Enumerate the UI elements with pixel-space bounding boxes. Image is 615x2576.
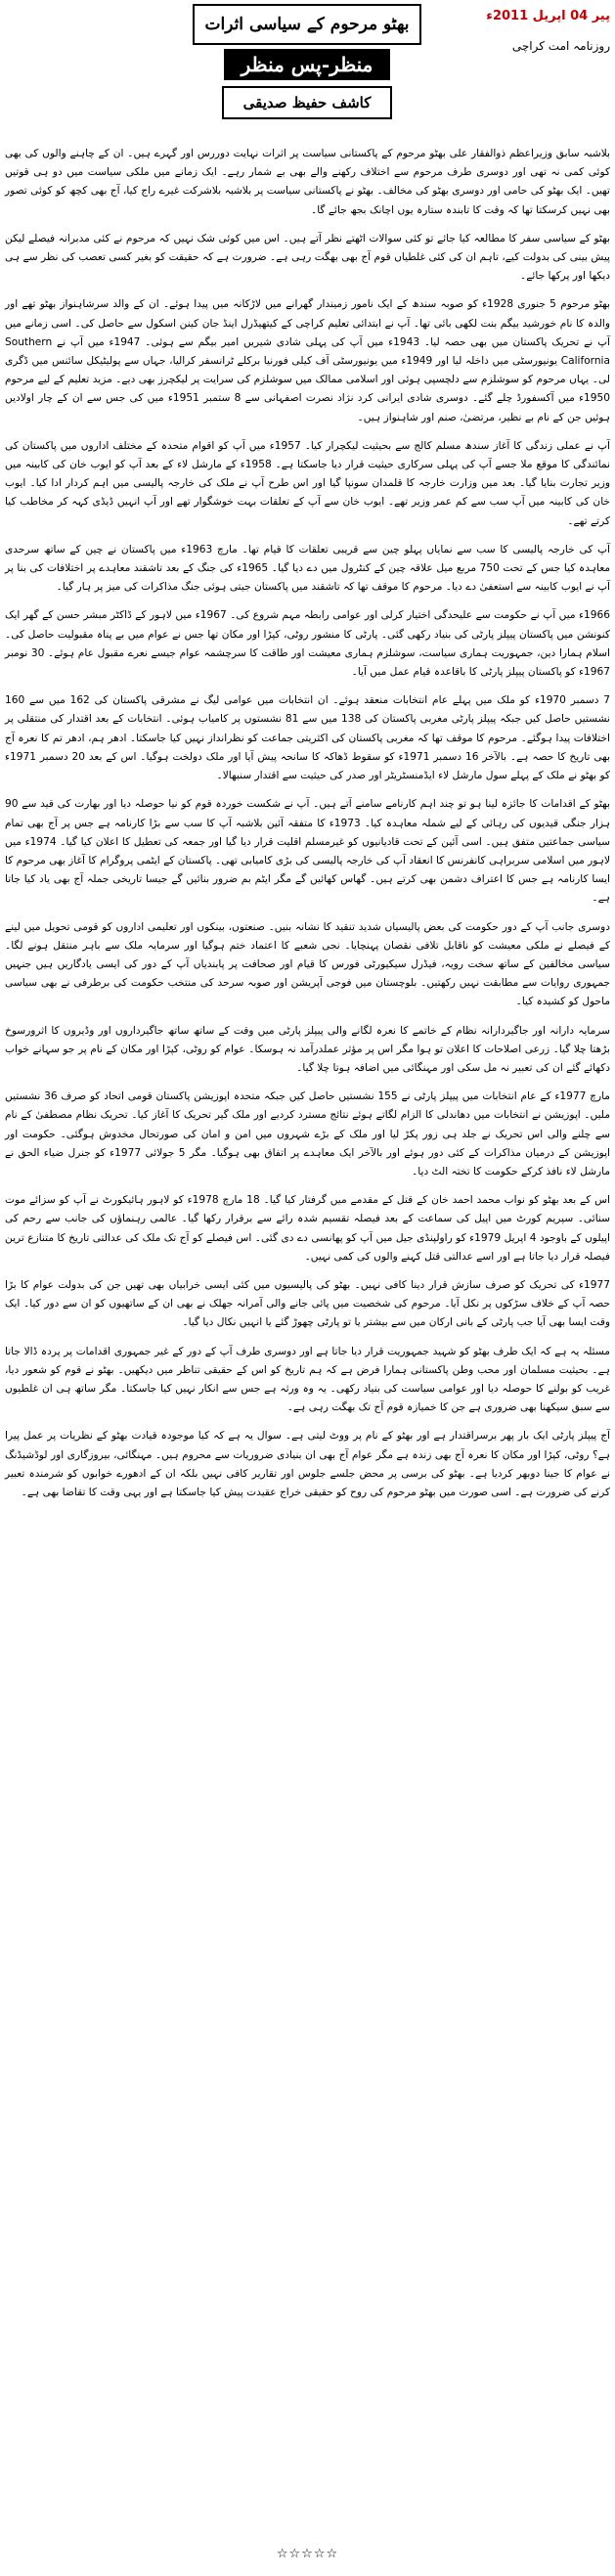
newspaper-name: روزنامہ امت کراچی	[511, 39, 610, 53]
article-paragraph: سرمایہ دارانہ اور جاگیردارانہ نظام کے خاتمے کا نعرہ لگانے والی پیپلز پارٹی میں وقت کے ساتھ ساتھ جاگیرداروں اور وڈیروں کا اثرورسوخ بڑھتا چلا گیا۔ زرعی اصلاحات کا اعلان تو ہوا مگر اس پر مؤثر عملدرآمد نہ ہوسکا۔ عوام کو روٹی، کپڑا اور مکان کے نام پر جو سہانے خواب دکھائے گئے ان کی تعبیر نہ مل سکی اور مہنگائی میں اضافہ ہوتا چلا گیا۔	[5, 1024, 610, 1074]
end-of-article-stars: ☆☆☆☆☆	[276, 2547, 339, 2561]
article-paragraph: 7 دسمبر 1970ء کو ملک میں پہلے عام انتخابات منعقد ہوئے۔ ان انتخابات میں عوامی لیگ نے مشرقی پاکستان کی 162 میں سے 160 نشستیں حاصل کیں جبکہ پیپلز پارٹی مغربی پاکستان کی 138 میں سے 81 نشستوں پر کامیاب ہوئی۔ انتخابات کے بعد اقتدار کی منتقلی پر اختلافات پیدا ہوگئے۔ مرحوم کا موقف تھا کہ مغربی پاکستان کی اکثریتی جماعت کو نظرانداز نہیں کیا جاسکتا۔ ادھر ہم، ادھر تم کا نعرہ آج بھی تاریخ کا حصہ ہے۔ بالآخر 16 دسمبر 1971ء کو سقوط ڈھاکہ کا سانحہ پیش آیا اور ملک دولخت ہوگیا۔ اس کے بعد 20 دسمبر 1971ء کو بھٹو نے ملک کے پہلے سول مارشل لاء ایڈمنسٹریٹر اور صدر کی حیثیت سے اقتدار سنبھالا۔	[5, 694, 611, 782]
article-paragraph: بھٹو مرحوم 5 جنوری 1928ء کو صوبہ سندھ کے ایک نامور زمیندار گھرانے میں لاڑکانہ میں پیدا ہوئے۔ ان کے والد سرشاہنواز بھٹو تھے اور والدہ کا نام خورشید بیگم بنت لکھی بائی تھا۔ آپ نے ابتدائی تعلیم کراچی کے کیتھیڈرل اینڈ جان کینن اسکول سے حاصل کی۔ اسی زمانے میں آپ نے تحریک پاکستان میں بھی حصہ لیا۔ 1943ء میں آپ کی پہلی شادی شیریں امیر بیگم سے ہوئی۔ 1947ء میں آپ نے Southern California یونیورسٹی میں داخلہ لیا اور 1949ء میں یونیورسٹی آف کیلی فورنیا برکلے ٹرانسفر کرالیا، جہاں سے پولیٹیکل سائنس میں ڈگری لی۔ یہاں مرحوم کو سوشلزم سے دلچسپی ہوئی اور اسلامی ممالک میں سوشلزم کی سرایت پر لیکچرز بھی دیے۔ مزید تعلیم کے لیے مرحوم 1950ء میں آکسفورڈ چلے گئے۔ دوسری شادی ایرانی کرد نژاد نصرت اصفہانی سے 8 ستمبر 1951ء میں کی جس سے ان کے چار اولادیں ہوئیں جن کے نام بے نظیر، مرتضیٰ، صنم اور شاہنواز ہیں۔	[5, 298, 610, 423]
header-row	[5, 4, 610, 141]
column-name-banner: منظر-پس منظر	[224, 49, 390, 80]
author-name: کاشف حفیظ صدیقی	[222, 86, 392, 119]
article-paragraph: بھٹو کے سیاسی سفر کا مطالعہ کیا جائے تو کئی سوالات اٹھتے نظر آتے ہیں۔ اس میں کوئی شک نہیں کہ مرحوم نے کئی مدبرانہ فیصلے لیکن پیش بینی کی بدولت کیے، تاہم ان کی کئی غلطیاں قوم آج بھی بھگت رہی ہے۔ ضرورت ہے کہ حقیقت کو بغیر کسی تعصب کی نظر سے ہی دیکھا اور پرکھا جائے۔	[5, 232, 610, 283]
article-paragraph: آج پیپلز پارٹی ایک بار پھر برسراقتدار ہے اور بھٹو کے نام پر ووٹ لیتی ہے۔ سوال یہ ہے کہ کیا موجودہ قیادت بھٹو کے نظریات پر عمل پیرا ہے؟ روٹی، کپڑا اور مکان کا نعرہ آج بھی زندہ ہے مگر عوام آج بھی ان بنیادی ضروریات سے محروم ہیں۔ مہنگائی، بیروزگاری اور لوڈشیڈنگ نے عوام کا جینا دوبھر کردیا ہے۔ بھٹو کی برسی پر محض جلسے جلوس اور تقاریر کافی نہیں بلکہ ان کے ادھورے خوابوں کو شرمندہ تعبیر کرنے کی ضرورت ہے۔ اسی صورت میں بھٹو مرحوم کی روح کو حقیقی خراج عقیدت پیش کیا جاسکتا ہے اور یہی وقت کا تقاضا بھی ہے۔	[5, 1430, 610, 1498]
article-paragraph: 1977ء کی تحریک کو صرف سازش قرار دینا کافی نہیں۔ بھٹو کی پالیسیوں میں کئی ایسی خرابیاں بھی تھیں جن کی بدولت عوام کا بڑا حصہ آپ کے خلاف سڑکوں پر نکل آیا۔ مرحوم کی شخصیت میں پائی جانے والی آمرانہ جھلک نے بھی ان کے ساتھیوں کو ان سے دور کیا۔ ایک وقت ایسا بھی آیا جب پارٹی کے بانی ارکان میں سے بیشتر یا تو پارٹی چھوڑ گئے یا انہیں نکال دیا گیا۔	[5, 1278, 610, 1329]
page	[5, 4, 610, 1512]
article-body	[5, 145, 610, 1502]
title-block	[160, 4, 454, 119]
article-paragraph: بھٹو کے اقدامات کا جائزہ لینا ہو تو چند اہم کارنامے سامنے آتے ہیں۔ آپ نے شکست خوردہ قوم کو نیا حوصلہ دیا اور بھارت کی قید سے 90 ہزار جنگی قیدیوں کی رہائی کے لیے شملہ معاہدہ کیا۔ 1973ء کا متفقہ آئین بلاشبہ آپ کا سب سے بڑا کارنامہ ہے جس پر آج بھی تمام سیاسی جماعتیں متفق ہیں۔ اسی آئین کے تحت قادیانیوں کو غیرمسلم اقلیت قرار دیا گیا اور جمعہ کی تعطیل کا اعلان کیا گیا۔ 1974ء میں لاہور میں اسلامی سربراہی کانفرنس کا انعقاد آپ کی خارجہ پالیسی کی بڑی کامیابی تھی۔ پاکستان کے ایٹمی پروگرام کا آغاز بھی مرحوم کا ایسا کارنامہ ہے جس کا اعتراف دشمن بھی کرتے ہیں۔ گھاس کھائیں گے مگر ایٹم بم ضرور بنائیں گے جیسا تاریخی جملہ آج بھی یاد کیا جاتا ہے۔	[5, 798, 610, 905]
article-paragraph: آپ نے عملی زندگی کا آغاز سندھ مسلم کالج سے بحیثیت لیکچرار کیا۔ 1957ء میں آپ کو اقوام متحدہ کے مختلف اداروں میں پاکستان کی نمائندگی کا موقع ملا جسے آپ کی پہلی سرکاری حیثیت قرار دیا جاسکتا ہے۔ 1958ء کے مارشل لاء کے بعد آپ کو ایوب خان کی کابینہ میں وزیر تجارت بنایا گیا۔ بعد میں وزارت خارجہ کا قلمدان سونپا گیا اور اس طرح آپ نے ملک کی خارجہ پالیسی میں اہم کردار ادا کیا۔ ایوب خان کی کابینہ میں آپ سب سے کم عمر وزیر تھے۔ ایوب خان سے آپ کے تعلقات بہت خوشگوار تھے اور آپ انہیں ڈیڈی کہہ کر مخاطب کیا کرتے تھے۔	[5, 439, 610, 527]
article-paragraph: مارچ 1977ء کے عام انتخابات میں پیپلز پارٹی نے 155 نشستیں حاصل کیں جبکہ متحدہ اپوزیشن پاکستان قومی اتحاد کو صرف 36 نشستیں ملیں۔ اپوزیشن نے انتخابات میں دھاندلی کا الزام لگاتے ہوئے نتائج مسترد کردیے اور ملک گیر تحریک کا آغاز کیا۔ تحریک نظام مصطفیٰ کے نام سے چلنے والی اس تحریک نے جلد ہی زور پکڑ لیا اور ملک کے بڑے شہروں میں امن و امان کی صورتحال مخدوش ہوگئی۔ حکومت اور اپوزیشن کے درمیان مذاکرات کے کئی دور ہوئے اور بالآخر ایک معاہدے پر اتفاق بھی ہوگیا۔ مگر 5 جولائی 1977ء کو جنرل ضیاء الحق نے مارشل لاء نافذ کرکے حکومت کا تختہ الٹ دیا۔	[5, 1090, 610, 1177]
article-paragraph: دوسری جانب آپ کے دور حکومت کی بعض پالیسیاں شدید تنقید کا نشانہ بنیں۔ صنعتوں، بینکوں اور تعلیمی اداروں کو قومی تحویل میں لینے کے فیصلے نے ملکی معیشت کو ناقابل تلافی نقصان پہنچایا۔ نجی شعبے کا اعتماد ختم ہوگیا اور سرمایہ ملک سے باہر منتقل ہونے لگا۔ سیاسی مخالفین کے ساتھ سخت رویہ، فیڈرل سیکیورٹی فورس کا قیام اور صحافت پر پابندیاں آپ کے دور کی ایسی یادگاریں ہیں جنہیں جمہوری روایات سے مطابقت نہیں رکھتیں۔ بلوچستان میں فوجی آپریشن اور صوبہ سرحد کی منتخب حکومت کی برطرفی نے بھی سیاسی ماحول کو کشیدہ کیا۔	[5, 920, 610, 1008]
article-paragraph: مسئلہ یہ ہے کہ ایک طرف بھٹو کو شہید جمہوریت قرار دیا جاتا ہے اور دوسری طرف آپ کے دور کے غیر جمہوری اقدامات پر پردہ ڈالا جاتا ہے۔ بحیثیت مسلمان اور محب وطن پاکستانی ہمارا فرض ہے کہ ہم تاریخ کو اس کے حقیقی تناظر میں دیکھیں۔ بھٹو نے قوم کو شعور دیا، غریب کو بولنے کا حوصلہ دیا اور عوامی سیاست کی بنیاد رکھی۔ یہ وہ ورثہ ہے جس سے انکار نہیں کیا جاسکتا۔ مگر ساتھ ہی ان غلطیوں سے سبق سیکھنا بھی ضروری ہے جن کا خمیازہ قوم آج تک بھگت رہی ہے۔	[5, 1345, 610, 1414]
article-paragraph: بلاشبہ سابق وزیراعظم ذوالفقار علی بھٹو مرحوم کے پاکستانی سیاست پر اثرات نہایت دوررس اور گہرے ہیں۔ ان کے چاہنے والوں کی بھی کوئی کمی نہ تھی اور دوسری طرف مرحوم سے اختلاف رکھنے والے بھی بے شمار رہے۔ ایک زمانے میں ملکی سیاست میں دو ہی قوتیں تھیں۔ ایک بھٹو کی حامی اور دوسری بھٹو کی مخالف۔ بھٹو نے پاکستانی سیاست پر بلاشبہ بلاشرکت غیرے راج کیا، آج بھی کچھ کو کوئی تصور بھی نہیں کرسکتا تھا کہ وقت کا تابندہ ستارہ یوں اچانک بجھ جائے گا۔	[5, 148, 610, 216]
article-paragraph: اس کے بعد بھٹو کو نواب محمد احمد خان کے قتل کے مقدمے میں گرفتار کیا گیا۔ 18 مارچ 1978ء کو لاہور ہائیکورٹ نے آپ کو سزائے موت سنائی۔ سپریم کورٹ میں اپیل کی سماعت کے بعد فیصلہ تقسیم شدہ رائے سے برقرار رکھا گیا۔ عالمی رہنماؤں کی جانب سے رحم کی اپیلوں کے باوجود 4 اپریل 1979ء کو راولپنڈی جیل میں آپ کو پھانسی دے دی گئی۔ اس فیصلے کو آج تک ملک کی عدالتی تاریخ کا متنازع ترین فیصلہ قرار دیا جاتا ہے اور اسے عدالتی قتل کہنے والوں کی کمی نہیں۔	[5, 1194, 611, 1263]
article-headline: بھٹو مرحوم کے سیاسی اثرات	[193, 4, 421, 45]
publication-meta	[454, 4, 610, 59]
article-paragraph: 1966ء میں آپ نے حکومت سے علیحدگی اختیار کرلی اور عوامی رابطہ مہم شروع کی۔ 1967ء میں لاہور کے ڈاکٹر مبشر حسن کے گھر ایک کنونشن میں پاکستان پیپلز پارٹی کی بنیاد رکھی گئی۔ پارٹی کا منشور روٹی، کپڑا اور مکان تھا جس نے عوام میں بے پناہ مقبولیت حاصل کی۔ اسلام ہمارا دین، جمہوریت ہماری سیاست، سوشلزم ہماری معیشت اور طاقت کا سرچشمہ عوام جیسے نعرے مقبول عام ہوئے۔ 30 نومبر 1967ء کو پاکستان پیپلز پارٹی کا باقاعدہ قیام عمل میں آیا۔	[5, 609, 610, 679]
publication-date: پیر 04 اپریل 2011ء	[486, 9, 610, 23]
article-paragraph: آپ کی خارجہ پالیسی کا سب سے نمایاں پہلو چین سے قریبی تعلقات کا قیام تھا۔ مارچ 1963ء میں پاکستان نے چین کے ساتھ سرحدی معاہدہ کیا جس کے تحت 750 مربع میل علاقہ چین کے کنٹرول میں دے دیا گیا۔ 1965ء کی جنگ کے بعد تاشقند معاہدے پر اختلافات کی بنا پر آپ نے ایوب کابینہ سے استعفیٰ دے دیا۔ مرحوم کا موقف تھا کہ تاشقند میں پاکستان جیتی ہوئی جنگ مذاکرات کی میز پر ہار گیا۔	[5, 543, 611, 594]
